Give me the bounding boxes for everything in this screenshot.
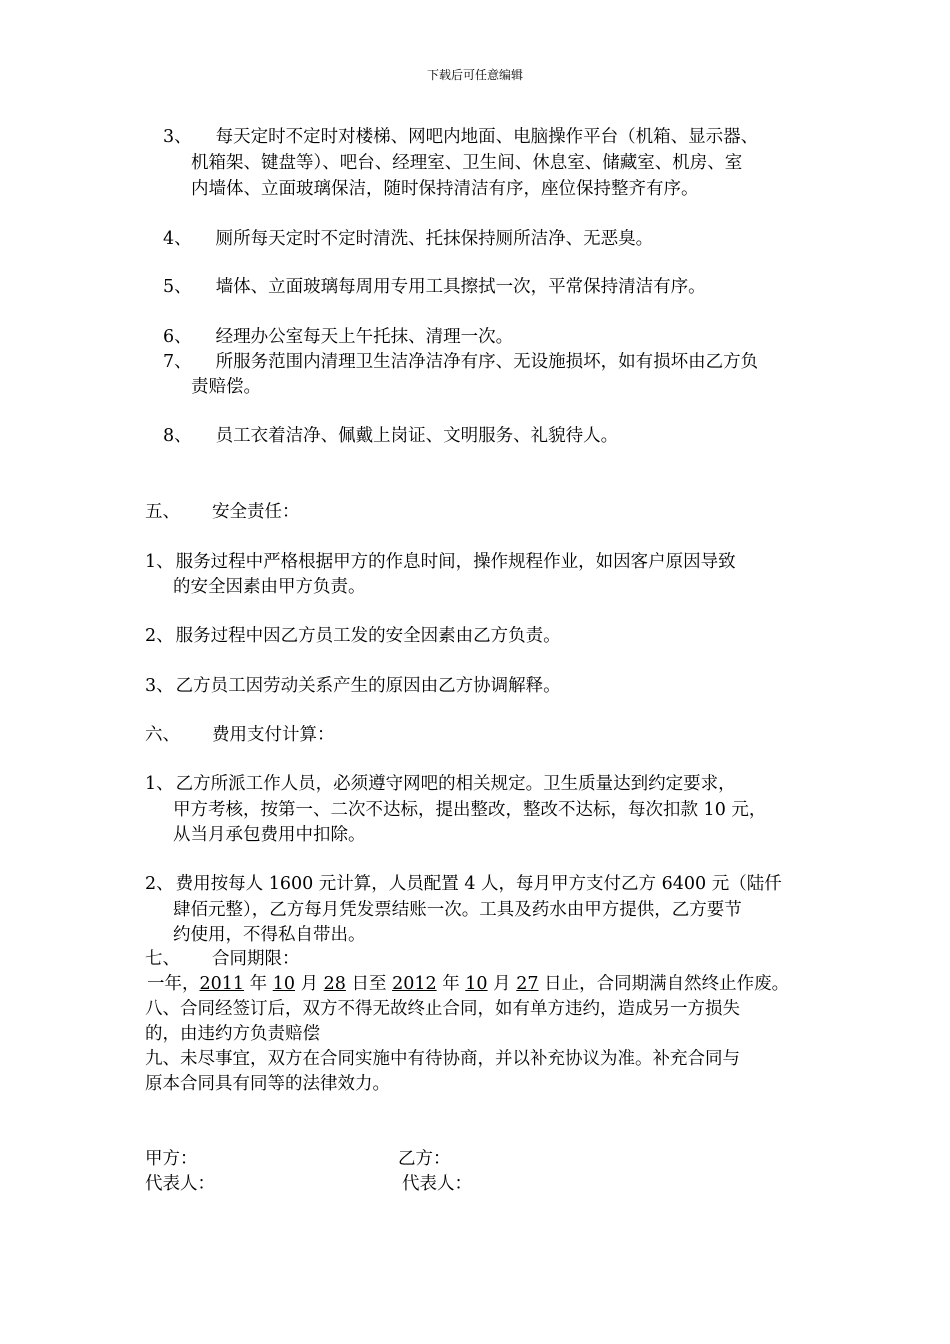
section-title: 费用支付计算： xyxy=(212,725,335,745)
s6-item-2-line-3: 约使用，不得私自带出。 xyxy=(173,925,366,945)
section-7-heading xyxy=(145,946,300,972)
s5-item-3 xyxy=(145,673,561,699)
term-prefix: 一年， xyxy=(147,974,200,994)
section-number: 七、 xyxy=(145,949,180,969)
month-unit: 月 xyxy=(493,974,511,994)
item-text: 费用按每人 1600 元计算，人员配置 4 人，每月甲方支付乙方 6400 元（陆仟 xyxy=(175,874,782,894)
s6-item-1-line-1 xyxy=(145,771,736,797)
section-number: 五、 xyxy=(145,502,180,522)
section-6-heading xyxy=(145,722,335,748)
s6-item-2-line-2: 肆佰元整），乙方每月凭发票结账一次。工具及药水由甲方提供，乙方要节 xyxy=(173,900,742,920)
day-from-unit: 日至 xyxy=(351,974,387,994)
item-number: 1、 xyxy=(145,774,174,794)
end-year: 2012 xyxy=(392,974,437,994)
section-title: 合同期限： xyxy=(212,949,300,969)
item-text: 经理办公室每天上午托抹、清理一次。 xyxy=(215,327,514,347)
item-3-line-3: 内墙体、立面玻璃保洁，随时保持清洁有序，座位保持整齐有序。 xyxy=(191,179,699,199)
section-9-line-1: 九、未尽事宜，双方在合同实施中有待协商，并以补充协议为准。补充合同与 xyxy=(145,1049,740,1069)
item-number: 2、 xyxy=(145,626,174,646)
item-text: 乙方员工因劳动关系产生的原因由乙方协调解释。 xyxy=(175,676,561,696)
item-text: 员工衣着洁净、佩戴上岗证、文明服务、礼貌待人。 xyxy=(215,426,619,446)
item-number: 2、 xyxy=(145,874,174,894)
section-5-heading xyxy=(145,499,300,525)
s6-item-2-line-1 xyxy=(145,871,782,897)
year-unit: 年 xyxy=(249,974,268,994)
s6-item-1-line-2: 甲方考核，按第一、二次不达标，提出整改，整改不达标，每次扣款 10 元， xyxy=(173,800,767,820)
section-8-line-2: 的，由违约方负责赔偿 xyxy=(145,1024,320,1044)
section-8-line-1: 八、合同经签订后，双方不得无故终止合同，如有单方违约，造成另一方损失 xyxy=(145,999,740,1019)
item-number: 7、 xyxy=(163,352,192,372)
contract-term xyxy=(147,971,789,997)
item-text: 墙体、立面玻璃每周用专用工具擦拭一次，平常保持清洁有序。 xyxy=(215,277,706,297)
item-text: 厕所每天定时不定时清洗、托抹保持厕所洁净、无恶臭。 xyxy=(215,229,654,249)
item-number: 3、 xyxy=(163,127,192,147)
item-number: 6、 xyxy=(163,327,192,347)
item-number: 8、 xyxy=(163,426,192,446)
month-unit: 月 xyxy=(300,974,319,994)
item-text: 服务过程中严格根据甲方的作息时间，操作规程作业，如因客户原因导致 xyxy=(175,552,736,572)
year-unit: 年 xyxy=(442,974,460,994)
item-number: 3、 xyxy=(145,676,174,696)
section-number: 六、 xyxy=(145,725,180,745)
item-3-line-2: 机箱架、键盘等）、吧台、经理室、卫生间、休息室、储藏室、机房、室 xyxy=(191,153,743,173)
item-number: 5、 xyxy=(163,277,192,297)
item-8 xyxy=(163,423,618,449)
item-text: 服务过程中因乙方员工发的安全因素由乙方负责。 xyxy=(175,626,561,646)
party-b-label: 乙方： xyxy=(398,1149,451,1169)
item-7-line-2: 责赔偿。 xyxy=(191,377,261,397)
item-number: 4、 xyxy=(163,229,192,249)
item-4 xyxy=(163,226,653,252)
day-to-unit: 日止，合同期满自然终止作废。 xyxy=(544,974,790,994)
section-9-line-2: 原本合同具有同等的法律效力。 xyxy=(145,1074,390,1094)
rep-b-label: 代表人： xyxy=(402,1174,472,1194)
item-number: 1、 xyxy=(145,552,174,572)
party-a-label: 甲方： xyxy=(145,1149,198,1169)
rep-a-label: 代表人： xyxy=(145,1174,215,1194)
s5-item-1-line-2: 的安全因素由甲方负责。 xyxy=(173,577,366,597)
s5-item-2 xyxy=(145,623,561,649)
end-day: 27 xyxy=(516,974,539,994)
item-6 xyxy=(163,324,513,350)
item-3-line-1 xyxy=(163,124,758,150)
start-month: 10 xyxy=(272,974,295,994)
s6-item-1-line-3: 从当月承包费用中扣除。 xyxy=(173,825,366,845)
start-day: 28 xyxy=(323,974,346,994)
s5-item-1-line-1 xyxy=(145,549,736,575)
item-text: 所服务范围内清理卫生洁净洁净有序、无设施损坏，如有损坏由乙方负 xyxy=(215,352,759,372)
item-5 xyxy=(163,274,706,300)
page-header: 下载后可任意编辑 xyxy=(426,68,523,82)
item-7-line-1 xyxy=(163,349,758,375)
end-month: 10 xyxy=(465,974,488,994)
start-year: 2011 xyxy=(199,974,245,994)
item-text: 每天定时不定时对楼梯、网吧内地面、电脑操作平台（机箱、显示器、 xyxy=(215,127,759,147)
item-text: 乙方所派工作人员，必须遵守网吧的相关规定。卫生质量达到约定要求， xyxy=(175,774,736,794)
section-title: 安全责任： xyxy=(212,502,300,522)
